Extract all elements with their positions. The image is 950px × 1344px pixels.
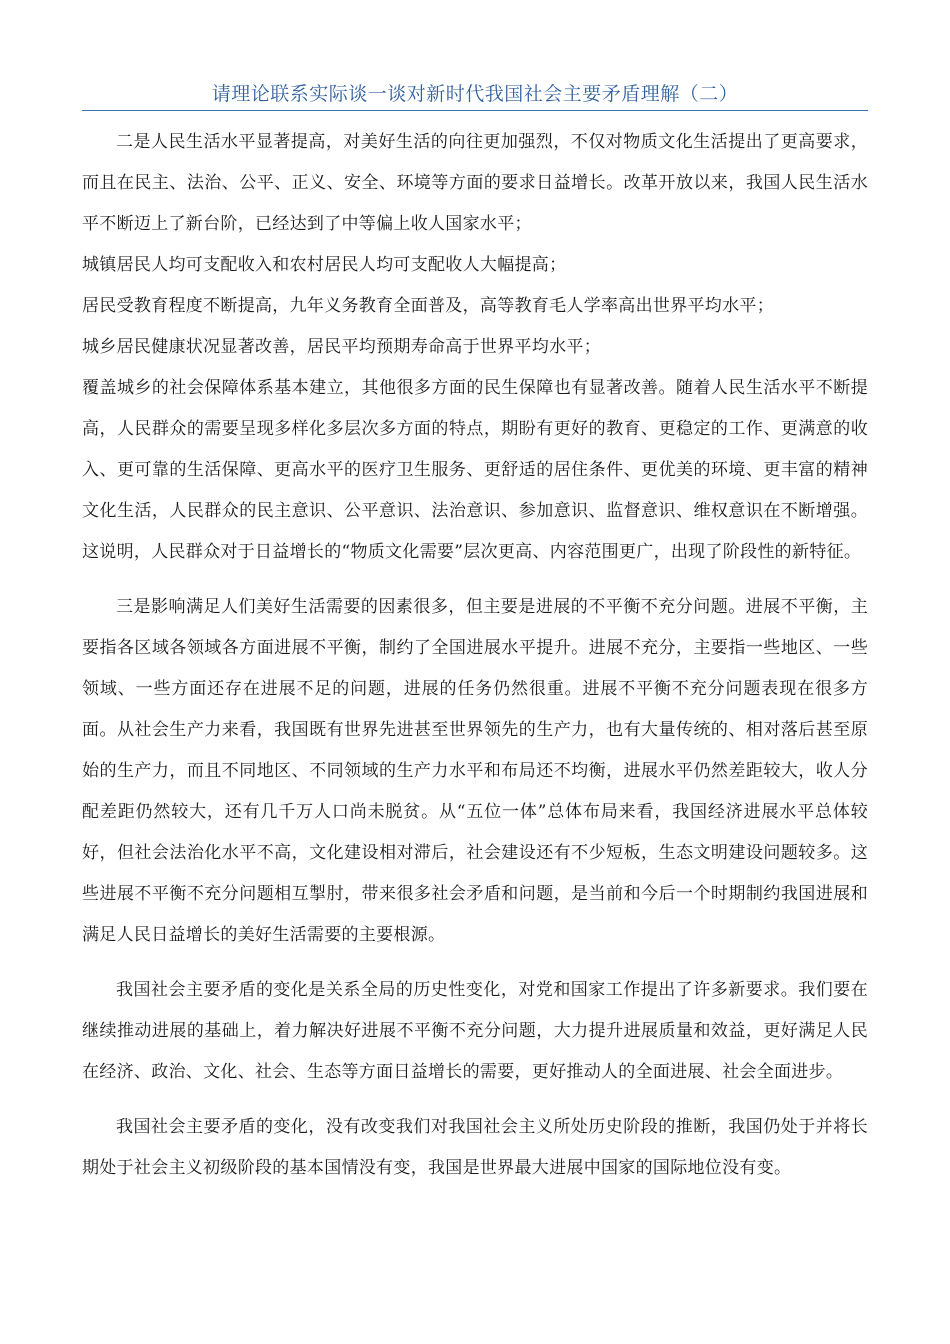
paragraph-health: 城乡居民健康状况显著改善，居民平均预期寿命高于世界平均水平； <box>82 337 601 357</box>
paragraph-income: 城镇居民人均可支配收入和农村居民人均可支配收人大幅提高； <box>82 255 567 275</box>
paragraph-new-requirements: 我国社会主要矛盾的变化是关系全局的历史性变化，对党和国家工作提出了许多新要求。我们要在继续推动进展的基础上，着力解决好进展不平衡不充分问题，大力提升进展质量和效益，更好满足人民在经济、政治、文化、社会、生态等方面日益增长的需要，更好推动人的全面进展、社会全面进步。 <box>82 980 868 1082</box>
paragraph-social-security: 覆盖城乡的社会保障体系基本建立，其他很多方面的民生保障也有显著改善。随着人民生活水平不断提高，人民群众的需要呈现多样化多层次多方面的特点，期盼有更好的教育、更稳定的工作、更满意的收入、更可靠的生活保障、更高水平的医疗卫生服务、更舒适的居住条件、更优美的环境、更丰富的精神文化生活，人民群众的民主意识、公平意识、法治意识、参加意识、监督意识、维权意识在不断增强。这说明，人民群众对于日益增长的“物质文化需要”层次更高、内容范围更广，出现了阶段性的新特征。 <box>82 378 868 562</box>
document-body <box>82 122 868 1189</box>
paragraph-basic-national-condition: 我国社会主要矛盾的变化，没有改变我们对我国社会主义所处历史阶段的推断，我国仍处于并将长期处于社会主义初级阶段的基本国情没有变，我国是世界最大进展中国家的国际地位没有变。 <box>82 1117 868 1178</box>
paragraph-education: 居民受教育程度不断提高，九年义务教育全面普及，高等教育毛人学率高出世界平均水平； <box>82 296 774 316</box>
paragraph-imbalance: 三是影响满足人们美好生活需要的因素很多，但主要是进展的不平衡不充分问题。进展不平衡，主要指各区域各领域各方面进展不平衡，制约了全国进展水平提升。进展不充分，主要指一些地区、一些领域、一些方面还存在进展不足的问题，进展的任务仍然很重。进展不平衡不充分问题表现在很多方面。从社会生产力来看，我国既有世界先进甚至世界领先的生产力，也有大量传统的、相对落后甚至原始的生产力，而且不同地区、不同领域的生产力水平和布局还不均衡，进展水平仍然差距较大，收人分配差距仍然较大，还有几千万人口尚未脱贫。从“五位一体”总体布局来看，我国经济进展水平总体较好，但社会法治化水平不高，文化建设相对滞后，社会建设还有不少短板，生态文明建设问题较多。这些进展不平衡不充分问题相互掣肘，带来很多社会矛盾和问题，是当前和今后一个时期制约我国进展和满足人民日益增长的美好生活需要的主要根源。 <box>82 597 868 945</box>
document-title: 请理论联系实际谈一谈对新时代我国社会主要矛盾理解（二） <box>211 83 739 105</box>
paragraph-living-standards: 二是人民生活水平显著提高，对美好生活的向往更加强烈，不仅对物质文化生活提出了更高要求，而且在民主、法治、公平、正义、安全、环境等方面的要求日益增长。改革开放以来，我国人民生活水平不断迈上了新台阶，已经达到了中等偏上收人国家水平； <box>82 132 868 234</box>
page-header <box>82 80 868 111</box>
